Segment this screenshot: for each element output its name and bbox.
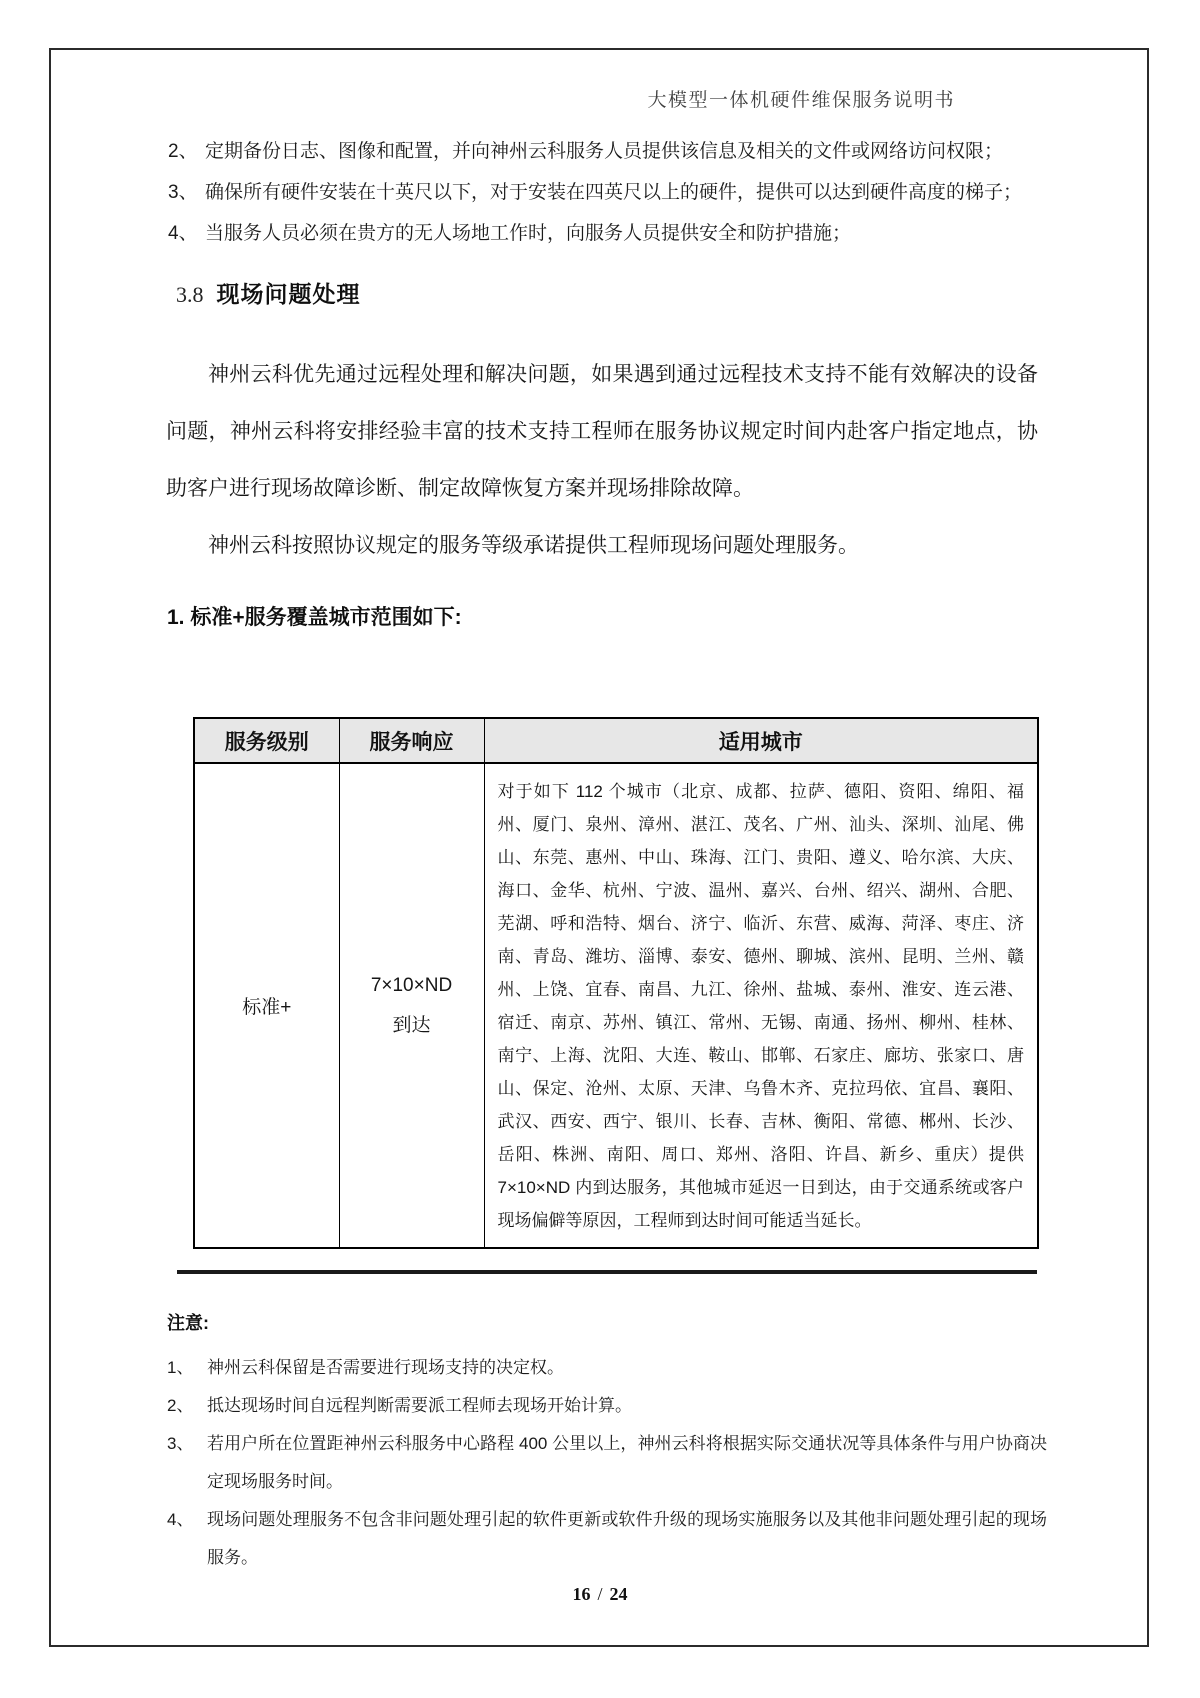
header-cell-applicable-cities: 适用城市 bbox=[484, 718, 1038, 763]
service-response-line1: 7×10×ND bbox=[370, 974, 453, 996]
preparation-list bbox=[168, 140, 1048, 263]
section-title: 现场问题处理 bbox=[216, 281, 361, 307]
note-item bbox=[167, 1387, 1047, 1425]
service-response-line2: 到达 bbox=[392, 1014, 431, 1036]
notes-section bbox=[167, 1309, 1047, 1577]
notes-label: 注意: bbox=[167, 1313, 209, 1333]
note-item bbox=[167, 1349, 1047, 1387]
page-number-separator: / bbox=[597, 1584, 603, 1604]
list-item-text: 确保所有硬件安装在十英尺以下，对于安装在四英尺以上的硬件，提供可以达到硬件高度的梯子； bbox=[205, 182, 1023, 203]
note-text: 抵达现场时间自远程判断需要派工程师去现场开始计算。 bbox=[207, 1396, 632, 1415]
note-number: 3、 bbox=[167, 1434, 194, 1453]
note-text: 神州云科保留是否需要进行现场支持的决定权。 bbox=[207, 1358, 564, 1377]
page-footer bbox=[0, 1584, 1200, 1605]
list-item-text: 定期备份日志、图像和配置，并向神州云科服务人员提供该信息及相关的文件或网络访问权限； bbox=[205, 141, 1004, 162]
header-cell-service-level: 服务级别 bbox=[194, 718, 339, 763]
list-item bbox=[168, 140, 1048, 163]
list-item bbox=[168, 181, 1048, 204]
paragraph: 神州云科按照协议规定的服务等级承诺提供工程师现场问题处理服务。 bbox=[208, 534, 859, 557]
page-number-current: 16 bbox=[572, 1584, 591, 1604]
note-item bbox=[167, 1501, 1047, 1577]
table-row bbox=[194, 763, 1038, 1248]
list-item-text: 当服务人员必须在贵方的无人场地工作时，向服务人员提供安全和防护措施； bbox=[205, 223, 852, 244]
header-cell-service-response: 服务响应 bbox=[339, 718, 484, 763]
list-item-number: 2、 bbox=[168, 141, 198, 162]
note-text: 若用户所在位置距神州云科服务中心路程 400 公里以上，神州云科将根据实际交通状况等具体条件与用户协商决定现场服务时间。 bbox=[207, 1434, 1047, 1491]
note-number: 2、 bbox=[167, 1396, 194, 1415]
note-number: 1、 bbox=[167, 1358, 194, 1377]
cell-service-level: 标准+ bbox=[194, 763, 339, 1248]
list-item bbox=[168, 222, 1048, 245]
coverage-list-title: 1. 标准+服务覆盖城市范围如下: bbox=[167, 606, 462, 629]
section-body bbox=[166, 346, 1038, 574]
cell-applicable-cities: 对于如下 112 个城市（北京、成都、拉萨、德阳、资阳、绵阳、福州、厦门、泉州、漳州、湛江、茂名、广州、汕头、深圳、汕尾、佛山、东莞、惠州、中山、珠海、江门、贵阳、遵义、哈尔滨、大庆、海口、金华、杭州、宁波、温州、嘉兴、台州、绍兴、湖州、合肥、芜湖、呼和浩特、烟台、济宁、临沂、东营、威海、菏泽、枣庄、济南、青岛、潍坊、淄博、泰安、德州、聊城、滨州、昆明、兰州、赣州、上饶、宜春、南昌、九江、徐州、盐城、泰州、淮安、连云港、宿迁、南京、苏州、镇江、常州、无锡、南通、扬州、柳州、桂林、南宁、上海、沈阳、大连、鞍山、邯郸、石家庄、廊坊、张家口、唐山、保定、沧州、太原、天津、乌鲁木齐、克拉玛依、宜昌、襄阳、武汉、西安、西宁、银川、长春、吉林、衡阳、常德、郴州、长沙、岳阳、株洲、南阳、周口、郑州、洛阳、许昌、新乡、重庆）提供 7×10×ND 内到达服务，其他城市延迟一日到达，由于交通系统或客户现场偏僻等原因，工程师到达时间可能适当延长。 bbox=[484, 763, 1038, 1248]
note-item bbox=[167, 1425, 1047, 1501]
section-heading bbox=[176, 276, 361, 309]
table-header-row bbox=[194, 718, 1038, 763]
section-number: 3.8 bbox=[176, 282, 204, 307]
service-coverage-table bbox=[193, 717, 1039, 1249]
list-item-number: 3、 bbox=[168, 182, 198, 203]
list-item-number: 4、 bbox=[168, 223, 198, 244]
cell-service-response bbox=[339, 763, 484, 1248]
note-number: 4、 bbox=[167, 1510, 194, 1529]
note-text: 现场问题处理服务不包含非问题处理引起的软件更新或软件升级的现场实施服务以及其他非问题处理引起的现场服务。 bbox=[207, 1510, 1047, 1567]
page-number-total: 24 bbox=[609, 1584, 628, 1604]
header-title: 大模型一体机硬件维保服务说明书 bbox=[647, 90, 955, 111]
paragraph: 神州云科优先通过远程处理和解决问题，如果遇到通过远程技术支持不能有效解决的设备问题，神州云科将安排经验丰富的技术支持工程师在服务协议规定时间内赴客户指定地点，协助客户进行现场故障诊断、制定故障恢复方案并现场排除故障。 bbox=[166, 363, 1038, 500]
divider-rule bbox=[177, 1270, 1037, 1274]
